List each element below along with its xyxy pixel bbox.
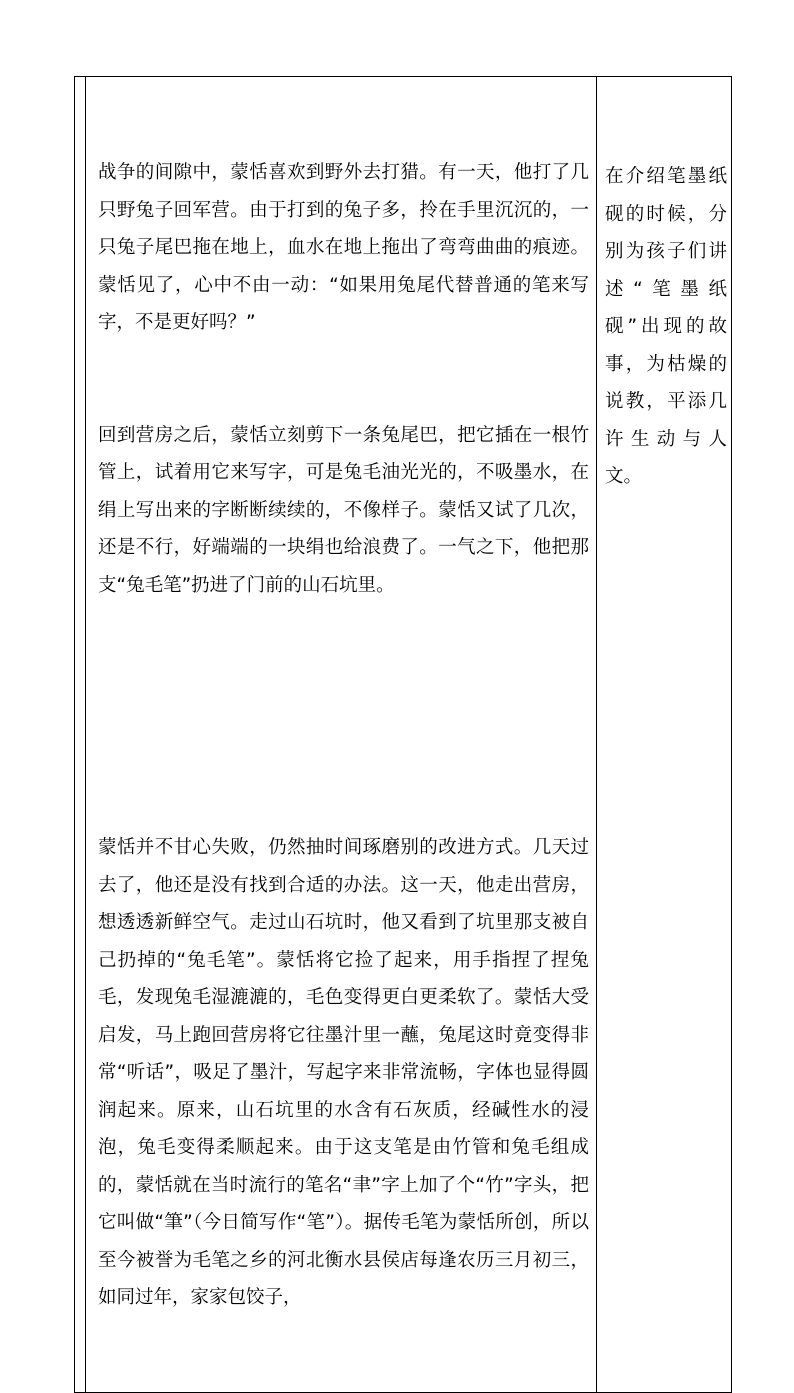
teaching-note: 在介绍笔墨纸砚的时候，分别为孩子们讲述“笔墨纸砚”出现的故事，为枯燥的说教，平添几许生动与人文。	[605, 166, 727, 487]
story-text	[86, 77, 596, 1392]
content-cell	[86, 77, 597, 1393]
left-margin-cell	[75, 77, 86, 1393]
story-paragraph-2: 回到营房之后，蒙恬立刻剪下一条兔尾巴，把它插在一根竹管上，试着用它来写字，可是兔毛油光光的，不吸墨水，在绢上写出来的字断断续续的，不像样子。蒙恬又试了几次，还是不行，好端端的一块绢也给浪费了。一气之下，他把那支“兔毛笔”扔进了门前的山石坑里。	[98, 424, 589, 596]
lesson-table	[74, 76, 732, 1393]
paragraph-spacer	[98, 679, 589, 754]
note-cell	[597, 77, 732, 1393]
story-paragraph-1: 战争的间隙中，蒙恬喜欢到野外去打猎。有一天，他打了几只野兔子回军营。由于打到的兔子多，拎在手里沉沉的，一只兔子尾巴拖在地上，血水在地上拖出了弯弯曲曲的痕迹。蒙恬见了，心中不由一动：“如果用兔尾代替普通的笔来写字，不是更好吗？”	[98, 162, 589, 333]
story-paragraph-3: 蒙恬并不甘心失败，仍然抽时间琢磨别的改进方式。几天过去了，他还是没有找到合适的办法。这一天，他走出营房，想透透新鲜空气。走过山石坑时，他又看到了坑里那支被自己扔掉的“兔毛笔”。蒙恬将它捡了起来，用手指捏了捏兔毛，发现兔毛湿漉漉的，毛色变得更白更柔软了。蒙恬大受启发，马上跑回营房将它往墨汁里一蘸，兔尾这时竟变得非常“听话”，吸足了墨汁，写起字来非常流畅，字体也显得圆润起来。原来，山石坑里的水含有石灰质，经碱性水的浸泡，兔毛变得柔顺起来。由于这支笔是由竹管和兔毛组成的，蒙恬就在当时流行的笔名“聿”字上加了个“竹”字头，把它叫做“筆”（今日简写作“笔”）。据传毛笔为蒙恬所创，所以至今被誉为毛笔之乡的河北衡水县侯店每逢农历三月初三，如同过年，家家包饺子，	[98, 837, 589, 1308]
table-row	[75, 77, 732, 1393]
